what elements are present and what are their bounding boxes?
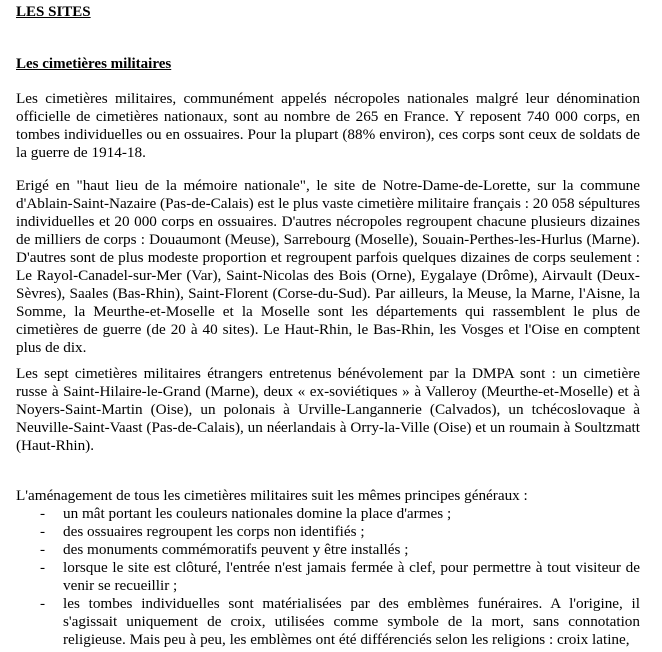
- list-item: [16, 505, 640, 523]
- list-item: [16, 559, 640, 595]
- principles-list: [16, 505, 640, 649]
- page-heading: LES SITES: [16, 4, 91, 20]
- list-bullet: -: [40, 505, 46, 522]
- list-bullet: -: [40, 541, 46, 558]
- list-item: [16, 595, 640, 649]
- list-item-text: lorsque le site est clôturé, l'entrée n'est jamais fermée à clef, pour permettre à tout visiteur de venir se recueillir ;: [63, 559, 640, 594]
- list-bullet: -: [40, 559, 46, 576]
- list-bullet: -: [40, 595, 46, 612]
- section-title: Les cimetières militaires: [16, 56, 172, 72]
- list-item-text: des monuments commémoratifs peuvent y être installés ;: [63, 541, 409, 558]
- list-item: [16, 541, 640, 559]
- list-bullet: -: [40, 523, 46, 540]
- list-item-text: un mât portant les couleurs nationales domine la place d'armes ;: [63, 505, 452, 522]
- list-item-text: des ossuaires regroupent les corps non identifiés ;: [63, 523, 365, 540]
- paragraph-principles: L'aménagement de tous les cimetières militaires suit les mêmes principes généraux :: [16, 487, 528, 504]
- paragraph-intro: Les cimetières militaires, communément appelés nécropoles nationales malgré leur dénomination officielle de cimetières nationaux, sont au nombre de 265 en France. Y reposent 740 000 corps, en tombes individuelles ou en ossuaires. Pour la plupart (88% environ), ces corps sont ceux de soldats de la guerre de 1914-18.: [16, 90, 640, 161]
- paragraph-lorette: Erigé en "haut lieu de la mémoire nationale", le site de Notre-Dame-de-Lorette, sur la commune d'Ablain-Saint-Nazaire (Pas-de-Calais) est le plus vaste cimetière militaire français : 20 058 sépultures individuelles et 20 000 corps en ossuaires. D'autres nécropoles regroupent chacune plusieurs dizaines de milliers de corps : Douaumont (Meuse), Sarrebourg (Moselle), Souain-Perthes-les-Hurlus (Marne). D'autres sont de plus modeste proportion et regroupent parfois quelques dizaines de corps seulement : Le Rayol-Canadel-sur-Mer (Var), Saint-Nicolas des Bois (Orne), Eygalaye (Drôme), Airvault (Deux-Sèvres), Saales (Bas-Rhin), Saint-Florent (Corse-du-Sud). Par ailleurs, la Meuse, la Marne, l'Aisne, la Somme, la Meurthe-et-Moselle et la Moselle sont les départements qui rassemblent le plus de cimetières de guerre (de 20 à 40 sites). Le Haut-Rhin, le Bas-Rhin, les Vosges et l'Oise en comptent plus de dix.: [16, 177, 640, 356]
- list-item-text: les tombes individuelles sont matérialisées par des emblèmes funéraires. A l'origine, il s'agissait uniquement de croix, utilisées comme symbole de la mort, sans connotation religieuse. Mais peu à peu, les emblèmes ont été différenciés selon les religions : croix latine,: [63, 595, 640, 648]
- list-item: [16, 523, 640, 541]
- paragraph-foreign-cemeteries: Les sept cimetières militaires étrangers entretenus bénévolement par la DMPA sont : un cimetière russe à Saint-Hilaire-le-Grand (Marne), deux « ex-soviétiques » à Valleroy (Meurthe-et-Moselle) et à Noyers-Saint-Martin (Oise), un polonais à Urville-Langannerie (Calvados), un tchécoslovaque à Neuville-Saint-Vaast (Pas-de-Calais), un néerlandais à Orry-la-Ville (Oise) et un roumain à Soultzmatt (Haut-Rhin).: [16, 365, 640, 454]
